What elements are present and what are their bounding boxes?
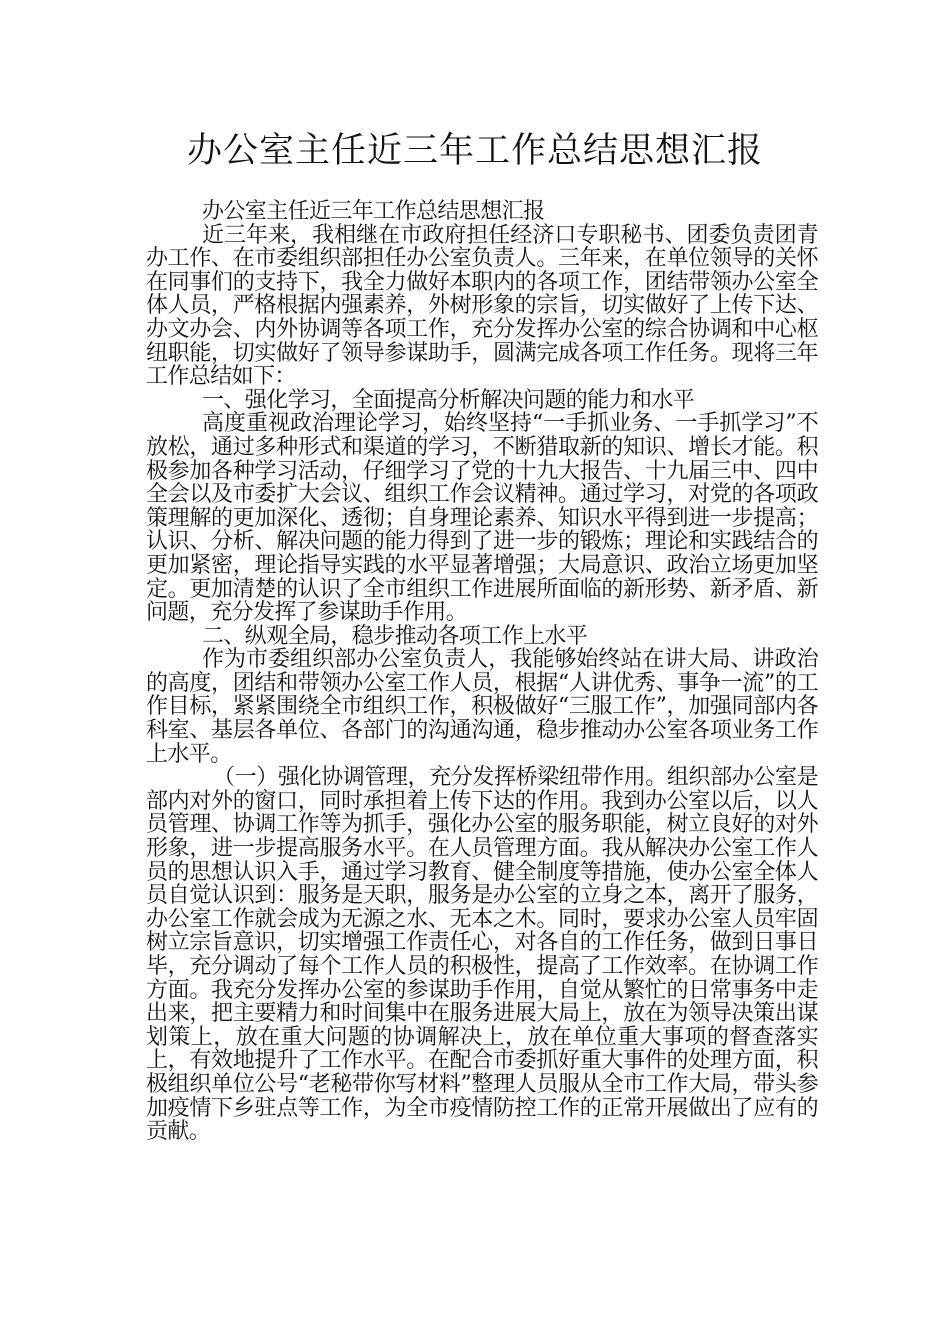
paragraph-section-2: 作为市委组织部办公室负责人，我能够始终站在讲大局、讲政治的高度，团结和带领办公室工作人员，根据“人讲优秀、事争一流”的工作目标，紧紧围绕全市组织工作，积极做好“三服工作”，加强同部内各科室、基层各单位、各部门的沟通沟通，稳步推动办公室各项业务工作上水平。 — [146, 647, 818, 767]
document-body — [146, 200, 818, 1144]
section-heading-2: 二、纵观全局，稳步推动各项工作上水平 — [202, 623, 588, 649]
paragraph-subtitle: 办公室主任近三年工作总结思想汇报 — [202, 199, 545, 224]
paragraph-subsection-1: （一）强化协调管理，充分发挥桥梁纽带作用。组织部办公室是部内对外的窗口，同时承担着上传下达的作用。我到办公室以后，以人员管理、协调工作等为抓手，强化办公室的服务职能，树立良好的对外形象，进一步提高服务水平。在人员管理方面。我从解决办公室工作人员的思想认识入手，通过学习教育、健全制度等措施，使办公室全体人员自觉认识到：服务是天职，服务是办公室的立身之本，离开了服务，办公室工作就会成为无源之水、无本之木。同时，要求办公室人员牢固树立宗旨意识，切实增强工作责任心，对各自的工作任务，做到日事日毕，充分调动了每个工作人员的积极性，提高了工作效率。在协调工作方面。我充分发挥办公室的参谋助手作用，自觉从繁忙的日常事务中走出来，把主要精力和时间集中在服务进展大局上，放在为领导决策出谋划策上，放在重大问题的协调解决上，放在单位重大事项的督查落实上，有效地提升了工作水平。在配合市委抓好重大事件的处理方面，积极组织单位公号“老秘带你写材料”整理人员服从全市工作大局，带头参加疫情下乡驻点等工作，为全市疫情防控工作的正常开展做出了应有的贡献。 — [146, 765, 818, 1145]
section-heading-1: 一、强化学习，全面提高分析解决问题的能力和水平 — [202, 387, 695, 413]
paragraph-intro: 近三年来，我相继在市政府担任经济口专职秘书、团委负责团青办工作、在市委组织部担任办公室负责人。三年来，在单位领导的关怀在同事们的支持下，我全力做好本职内的各项工作，团结带领办公室全体人员，严格根据内强素养，外树形象的宗旨，切实做好了上传下达、办文办会、内外协调等各项工作，充分发挥办公室的综合协调和中心枢纽职能，切实做好了领导参谋助手，圆满完成各项工作任务。现将三年工作总结如下： — [146, 222, 818, 390]
document-title: 办公室主任近三年工作总结思想汇报 — [186, 131, 763, 171]
paragraph-section-1: 高度重视政治理论学习，始终坚持“一手抓业务、一手抓学习”不放松，通过多种形式和渠道的学习，不断猎取新的知识、增长才能。积极参加各种学习活动，仔细学习了党的十九大报告、十九届三中、四中全会以及市委扩大会议、组织工作会议精神。通过学习，对党的各项政策理解的更加深化、透彻；自身理论素养、知识水平得到进一步提高；认识、分析、解决问题的能力得到了进一步的锻炼；理论和实践结合的更加紧密，理论指导实践的水平显著增强；大局意识、政治立场更加坚定。更加清楚的认识了全市组织工作进展所面临的新形势、新矛盾、新问题，充分发挥了参谋助手作用。 — [146, 411, 818, 626]
